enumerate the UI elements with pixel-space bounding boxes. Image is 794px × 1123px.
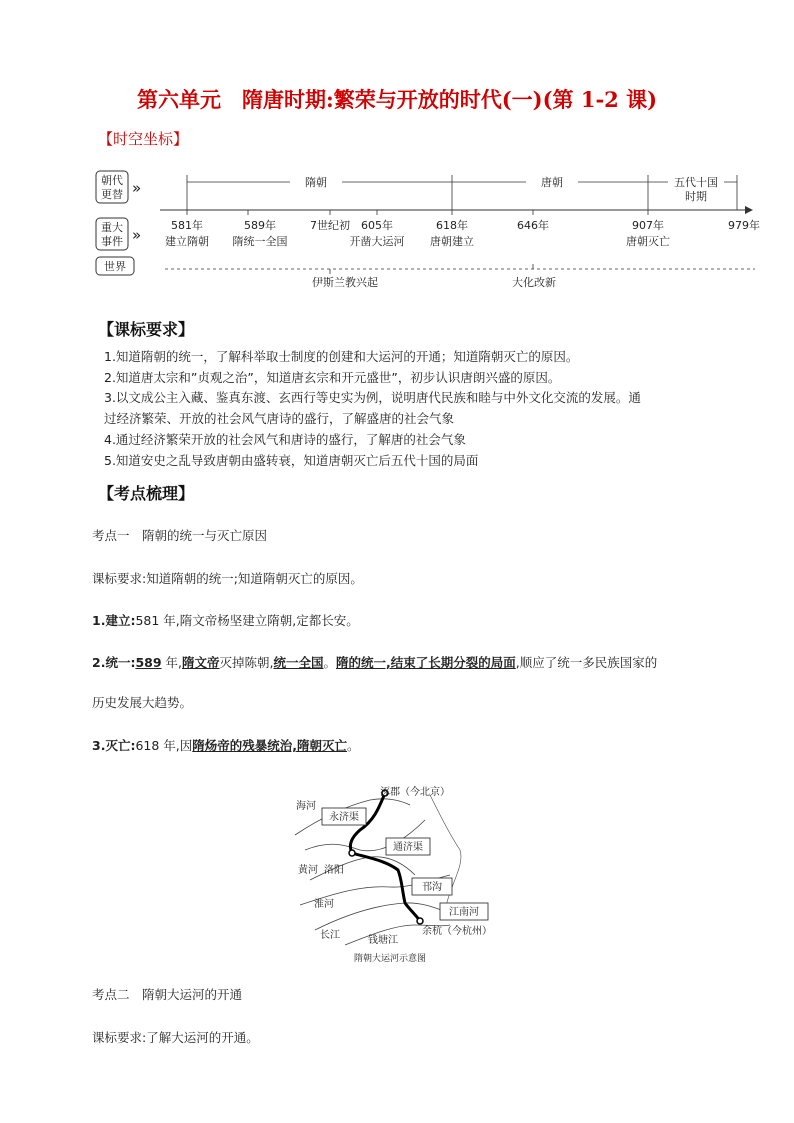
item-label-unify: 2.统一: <box>92 655 136 670</box>
point1-item-establish <box>92 611 359 629</box>
event-year-907: 907年 <box>632 219 664 232</box>
event-label-907: 唐朝灭亡 <box>626 235 670 248</box>
kebiao-list <box>104 347 704 471</box>
point2-requirement: 课标要求:了解大运河的开通。 <box>92 1030 259 1045</box>
point1-requirement: 课标要求:知道隋朝的统一;知道隋朝灭亡的原因。 <box>92 571 363 586</box>
kebiao-item-3-cont: 过经济繁荣、开放的社会风气唐诗的盛行，了解盛唐的社会气象 <box>104 411 455 427</box>
unify-year: 589 <box>135 655 162 670</box>
event-year-646: 646年 <box>517 219 549 232</box>
place-tongji: 通济渠 <box>393 842 423 853</box>
event-year-7th-century: 7世纪初 <box>310 219 350 232</box>
period-wudai-1: 五代十国 <box>674 176 718 189</box>
kebiao-item-4: 4.通过经济繁荣开放的社会风气和唐诗的盛行，了解唐的社会气象 <box>104 431 466 447</box>
place-changjiang: 长江 <box>320 930 340 941</box>
period-tang: 唐朝 <box>541 176 563 189</box>
period-sui: 隋朝 <box>305 176 327 189</box>
row-label-dynasty-1: 朝代 <box>101 174 123 187</box>
kaodian-heading: 【考点梳理】 <box>98 484 195 503</box>
unify-text-2: 灭掉陈朝, <box>219 655 274 670</box>
row-label-dynasty-2: 更替 <box>101 188 123 201</box>
point1-item-unify <box>92 653 657 671</box>
item-label-establish: 1.建立: <box>92 613 136 628</box>
place-luoyang: 洛阳 <box>324 865 344 876</box>
item-text-establish: 581 年,隋文帝杨坚建立隋朝,定都长安。 <box>135 613 359 628</box>
point1-item-fall <box>92 736 360 754</box>
shikong-label: 【时空坐标】 <box>98 130 189 148</box>
timeline-diagram <box>90 165 770 295</box>
point1-item-unify-cont: 历史发展大趋势。 <box>92 695 193 710</box>
event-label-589: 隋统一全国 <box>232 235 288 248</box>
world-event-islam: 伊斯兰教兴起 <box>312 276 378 289</box>
point2-title: 考点二 隋朝大运河的开通 <box>92 987 243 1002</box>
place-huaihe: 淮河 <box>314 899 334 910</box>
place-yongji: 永济渠 <box>329 812 359 823</box>
world-event-taika: 大化改新 <box>512 276 556 289</box>
row-label-events-1: 重大 <box>101 221 123 234</box>
map-caption: 隋朝大运河示意图 <box>354 954 427 964</box>
kebiao-item-1: 1.知道隋朝的统一，了解科举取士制度的创建和大运河的开通；知道隋朝灭亡的原因。 <box>104 349 579 364</box>
arrow-events: » <box>132 226 142 244</box>
kebiao-item-3: 3.以文成公主入藏、鉴真东渡、玄西行等史实为例，说明唐代民族和睦与中外文化交流的发展。通 <box>104 390 641 406</box>
unify-text-1: 年, <box>161 655 182 670</box>
event-label-581: 建立隋朝 <box>165 235 209 248</box>
place-zhuojun: 涿郡（今北京） <box>380 787 450 798</box>
unify-emperor: 隋文帝 <box>182 655 220 670</box>
event-year-589: 589年 <box>244 219 276 232</box>
event-year-618: 618年 <box>436 219 468 232</box>
grand-canal-map <box>290 775 510 970</box>
place-hangou: 邗沟 <box>422 882 442 893</box>
unify-significance: 隋的统一,结束了长期分裂的局面 <box>336 655 516 670</box>
event-year-605: 605年 <box>361 219 393 232</box>
row-label-world: 世界 <box>104 260 126 273</box>
place-haihe: 海河 <box>296 801 316 812</box>
row-label-events-2: 事件 <box>101 235 123 248</box>
event-label-605: 开凿大运河 <box>349 235 405 248</box>
fall-reason: 隋炀帝的残暴统治,隋朝灭亡 <box>192 738 348 753</box>
kebiao-item-2: 2.知道唐太宗和”贞观之治”，知道唐玄宗和开元盛世”，初步认识唐朗兴盛的原因。 <box>104 369 561 385</box>
kebiao-item-5: 5.知道安史之乱导致唐朝由盛转衰，知道唐朝灭亡后五代十国的局面 <box>104 452 479 468</box>
place-qiantang: 钱塘江 <box>368 935 398 946</box>
event-label-618: 唐朝建立 <box>430 235 474 248</box>
place-huanghe: 黄河 <box>298 865 318 876</box>
point1-title: 考点一 隋朝的统一与灭亡原因 <box>92 528 268 543</box>
page-title: 第六单元 隋唐时期:繁荣与开放的时代(一)(第 1-2 课) <box>136 87 658 112</box>
fall-text-1: 618 年,因 <box>135 738 193 753</box>
unify-text-4: ,顺应了统一多民族国家的 <box>515 655 658 670</box>
kebiao-heading: 【课标要求】 <box>98 320 195 339</box>
fall-text-2: 。 <box>347 738 360 753</box>
unify-country: 统一全国 <box>273 655 324 670</box>
period-wudai-2: 时期 <box>685 190 707 203</box>
event-year-979: 979年 <box>728 219 760 232</box>
place-jiangnan: 江南河 <box>449 907 479 918</box>
event-year-581: 581年 <box>171 219 203 232</box>
arrow-dynasty: » <box>132 179 142 197</box>
unify-text-3: 。 <box>323 655 337 670</box>
place-yuhang: 余杭（今杭州） <box>422 926 492 937</box>
item-label-fall: 3.灭亡: <box>92 738 136 753</box>
